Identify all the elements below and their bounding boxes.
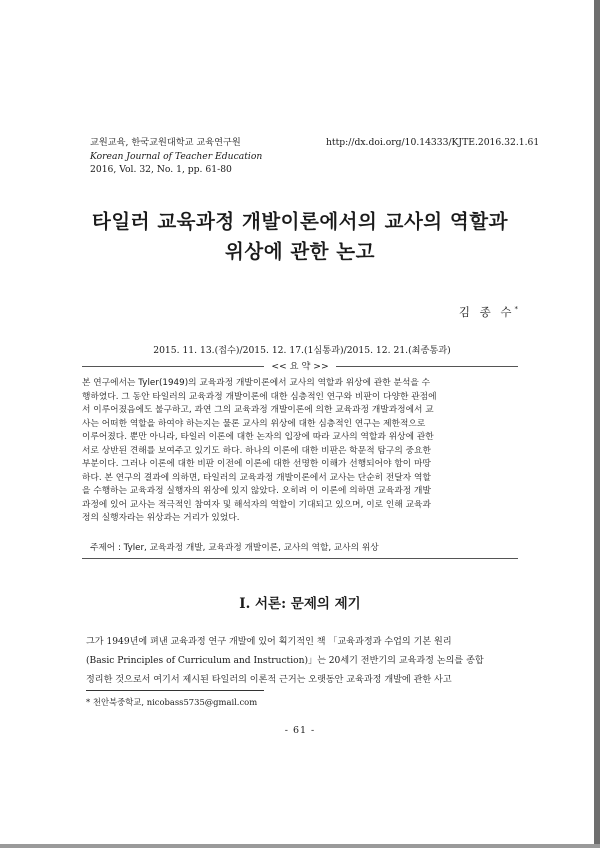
abstract-label: << 요 약 >> bbox=[264, 358, 336, 372]
journal-name-korean: 교원교육, 한국교원대학교 교육연구원 bbox=[90, 137, 241, 148]
author bbox=[400, 304, 518, 320]
keywords: 주제어 : Tyler, 교육과정 개발, 교육과정 개발이론, 교사의 역할, 교사의 위상 bbox=[90, 543, 379, 553]
submission-dates: 2015. 11. 13.(접수)/2015. 12. 17.(1심통과)/2015. 12. 21.(최종통과) bbox=[153, 345, 451, 356]
abstract-line: 행하였다. 그 동안 타일러의 교육과정 개발이론에 대한 심층적인 연구와 비판이 다양한 관점에 bbox=[82, 391, 437, 402]
page-edge-shadow bbox=[594, 0, 600, 848]
abstract-line: 부분이다. 그러나 이론에 대한 비판 이전에 이론에 대한 선명한 이해가 선행되어야 함이 마땅 bbox=[82, 459, 431, 470]
footnote-rule bbox=[86, 690, 264, 691]
title-line-1: 타일러 교육과정 개발이론에서의 교사의 역할과 bbox=[92, 210, 508, 233]
abstract-line: 하다. 본 연구의 결과에 의하면, 타일러의 교육과정 개발이론에서 교사는 단순히 전달자 역할 bbox=[82, 472, 431, 483]
body-line: 그가 1949년에 펴낸 교육과정 연구 개발에 있어 획기적인 책 「교육과정과 수업의 기본 원리 bbox=[86, 637, 452, 647]
footnote: * 천안북중학교, nicobass5735@gmail.com bbox=[86, 697, 258, 707]
abstract-line: 정의 실행자라는 위상과는 거리가 있었다. bbox=[82, 513, 240, 524]
section-heading: Ⅰ. 서론: 문제의 제기 bbox=[239, 596, 361, 612]
body-line: 정리한 것으로서 여기서 제시된 타일러의 이론적 근거는 오랫동안 교육과정 개발에 관한 사고 bbox=[86, 675, 452, 685]
author-name: 김 종 수 bbox=[458, 305, 515, 319]
journal-volume: 2016, Vol. 32, No. 1, pp. 61-80 bbox=[90, 164, 232, 175]
paper-title bbox=[70, 207, 530, 267]
abstract-bottom-rule bbox=[82, 558, 518, 559]
page-bottom-edge bbox=[0, 844, 600, 848]
author-footnote-mark: * bbox=[514, 305, 518, 314]
abstract-line: 과정에 있어 교사는 적극적인 참여자 및 해석자의 역할이 기대되고 있으며, 이로 인해 교육과 bbox=[82, 499, 431, 510]
abstract-line: 서 이루어졌음에도 불구하고, 과연 그의 교육과정 개발이론에 의한 교육과정 개발과정에서 교 bbox=[82, 405, 434, 416]
journal-header bbox=[90, 136, 350, 177]
abstract-line: 을 수행하는 교육과정 실행자의 위상에 있지 않았다. 오히려 이 이론에 의하면 교육과정 개발 bbox=[82, 486, 431, 497]
abstract-line: 사는 어떠한 역할을 하여야 하는지는 물론 교사의 위상에 대한 심층적인 연구는 제한적으로 bbox=[82, 418, 426, 429]
abstract-line: 본 연구에서는 Tyler(1949)의 교육과정 개발이론에서 교사의 역할과 위상에 관한 분석을 수 bbox=[82, 378, 431, 388]
abstract-line: 서로 상반된 견해를 보여주고 있기도 하다. 하나의 이론에 대한 비판은 학문적 탐구의 중요한 bbox=[82, 445, 431, 456]
title-line-2: 위상에 관한 논고 bbox=[225, 240, 375, 263]
body-paragraph bbox=[86, 633, 518, 690]
doi-link[interactable]: http://dx.doi.org/10.14333/KJTE.2016.32.1.61 bbox=[326, 137, 540, 148]
abstract-line: 이루어졌다. 뿐만 아니라, 타일러 이론에 대한 논자의 입장에 따라 교사의 역할과 위상에 관한 bbox=[82, 432, 434, 443]
journal-name-english: Korean Journal of Teacher Education bbox=[90, 150, 263, 162]
page-number: - 61 - bbox=[284, 725, 316, 736]
abstract-body bbox=[82, 377, 518, 526]
body-line: (Basic Principles of Curriculum and Instruction)」는 20세기 전반기의 교육과정 논의를 종합 bbox=[86, 656, 484, 666]
